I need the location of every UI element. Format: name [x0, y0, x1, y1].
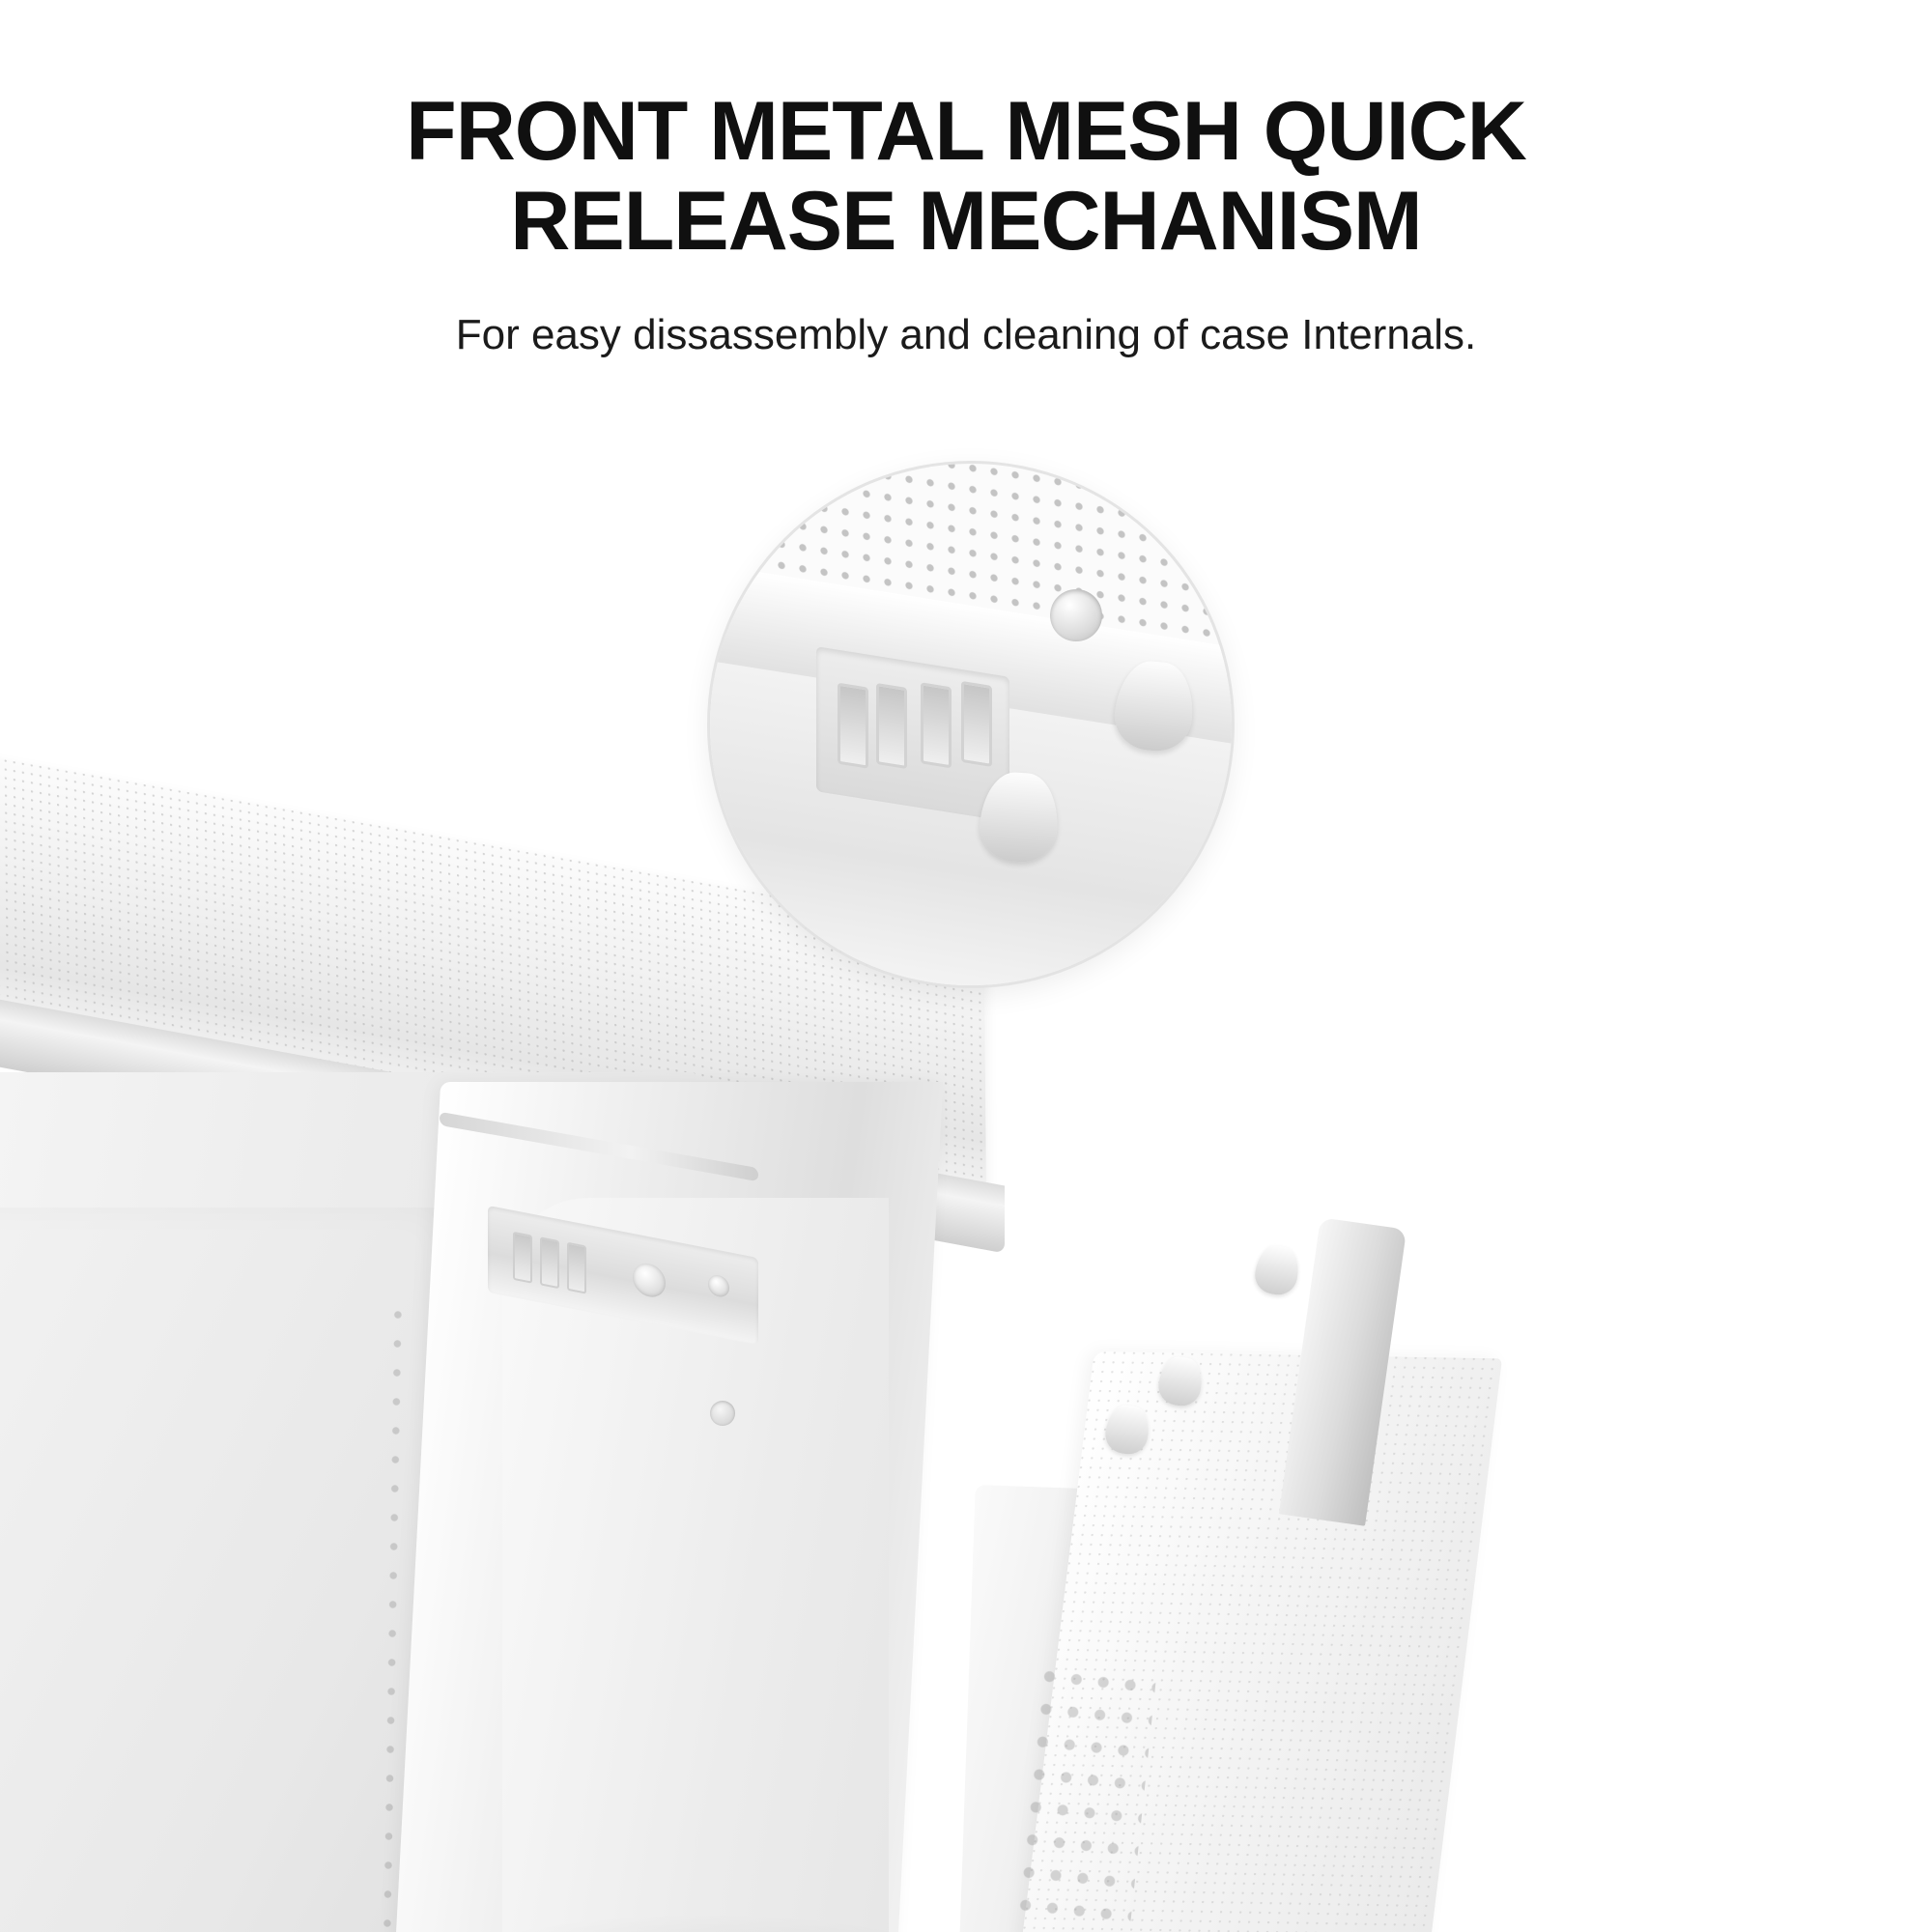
- magnified-latch-slot-group: [816, 646, 1009, 822]
- push-pin: [1252, 1243, 1302, 1298]
- screw-hole: [710, 1401, 735, 1426]
- contact-shadow: [406, 1913, 1005, 1932]
- magnifier-zoom-circle: [710, 464, 1232, 985]
- magnified-latch-slot: [921, 682, 952, 768]
- latch-slot: [540, 1236, 559, 1289]
- header-text-block: [0, 87, 1932, 359]
- magnified-round-hole: [1050, 589, 1102, 641]
- latch-round-hole-small: [708, 1273, 729, 1298]
- page-title-line-2: RELEASE MECHANISM: [510, 174, 1422, 268]
- latch-slot: [513, 1232, 532, 1284]
- page-title: [338, 87, 1594, 267]
- magnified-latch-slot: [876, 683, 907, 769]
- latch-slot: [567, 1242, 586, 1294]
- magnified-latch-slot: [838, 683, 868, 769]
- latch-round-hole: [633, 1261, 666, 1300]
- magnified-latch-slot: [961, 681, 992, 767]
- page-subtitle: For easy dissassembly and cleaning of case Internals.: [455, 310, 1477, 358]
- product-image: [0, 406, 1932, 1932]
- page-title-line-1: FRONT METAL MESH QUICK: [406, 85, 1526, 178]
